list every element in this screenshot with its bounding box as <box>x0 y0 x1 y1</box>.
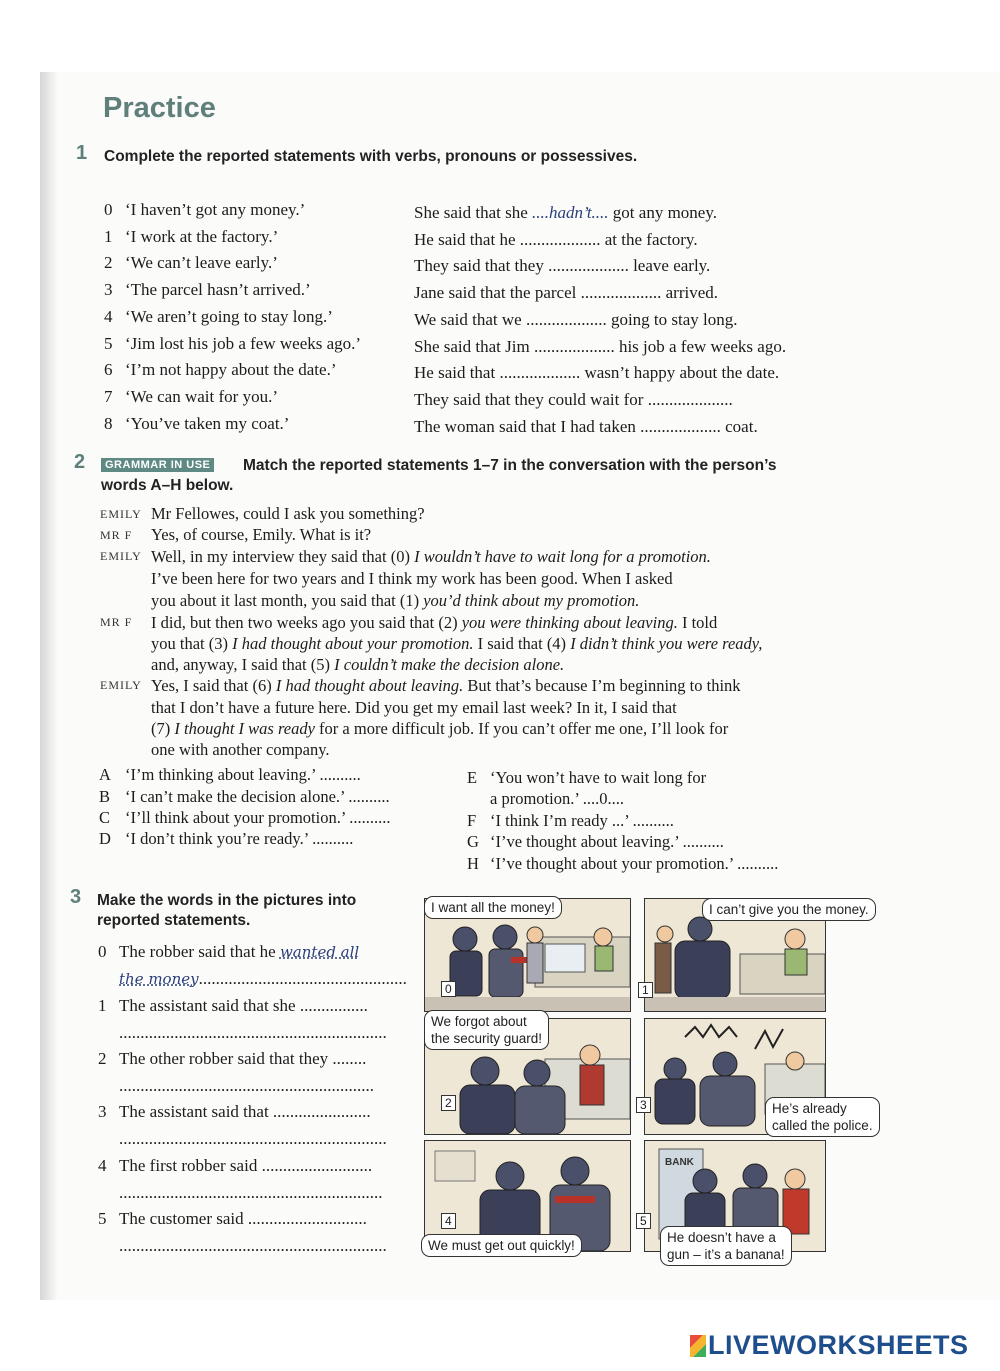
exercise-2-instruction-line2: words A–H below. <box>101 477 234 494</box>
answer-line[interactable]: ............................................................... <box>119 1236 387 1255</box>
option-text[interactable]: ‘I’ve thought about leaving.’ .......... <box>490 832 724 851</box>
answer-gap[interactable]: .......................... <box>261 1156 373 1175</box>
exercise-1-item-number: 5 <box>104 334 113 353</box>
answer-gap[interactable]: ............................ <box>247 1209 367 1228</box>
dialogue-line: Well, in my interview they said that (0) I wouldn’t have to wait long for a promotion. <box>151 547 711 566</box>
exercise-3-prompt: The first robber said .......................... <box>119 1156 373 1175</box>
option-text[interactable]: ‘You won’t have to wait long for <box>490 768 707 787</box>
exercise-1-item-number: 1 <box>104 227 113 246</box>
panel-number: 2 <box>441 1095 456 1111</box>
answer-gap[interactable]: ................... <box>533 337 619 356</box>
dialogue-line: one with another company. <box>151 740 330 759</box>
reported-statement: They said that they ................... leave early. <box>414 256 711 275</box>
exercise-2-instruction-line1: Match the reported statements 1–7 in the conversation with the person’s <box>243 457 777 474</box>
exercise-3-prompt: The assistant said that she ................ <box>119 996 368 1015</box>
option-text[interactable]: ‘I’m thinking about leaving.’ .......... <box>125 765 361 784</box>
speech-bubble-2: We forgot about the security guard! <box>424 1010 549 1050</box>
exercise-1-item-number: 6 <box>104 360 113 379</box>
reported-statement: He said that he ................... at the factory. <box>414 230 698 249</box>
panel-number: 5 <box>636 1213 651 1229</box>
exercise-3-prompt: The other robber said that they ........ <box>119 1049 367 1068</box>
option-letter: F <box>467 811 477 830</box>
example-answer: ....hadn’t.... <box>532 203 613 222</box>
option-letter: B <box>99 787 111 806</box>
speech-bubble-4: We must get out quickly! <box>421 1234 582 1257</box>
speaker-emily: EMILY <box>100 678 142 692</box>
reported-statement: They said that they could wait for .................... <box>414 390 733 409</box>
reported-statement: Jane said that the parcel ................... arrived. <box>414 283 719 302</box>
dialogue-line: and, anyway, I said that (5) I couldn’t make the decision alone. <box>151 655 565 674</box>
speaker-emily: EMILY <box>100 507 142 521</box>
direct-speech: ‘We can wait for you.’ <box>125 387 278 406</box>
exercise-1-instruction: Complete the reported statements with verbs, pronouns or possessives. <box>104 148 638 165</box>
answer-gap[interactable]: ................ <box>299 996 368 1015</box>
exercise-1-item-number: 2 <box>104 253 113 272</box>
panel-number: 4 <box>441 1213 456 1229</box>
page-title: Practice <box>103 92 216 124</box>
reported-statement: The woman said that I had taken ................... coat. <box>414 417 758 436</box>
reported-statement: He said that ................... wasn’t happy about the date. <box>414 363 780 382</box>
speaker-emily: EMILY <box>100 549 142 563</box>
exercise-3-item-number: 3 <box>98 1102 107 1121</box>
answer-gap[interactable]: ....................... <box>272 1102 371 1121</box>
exercise-3-item-number: 1 <box>98 996 107 1015</box>
exercise-1-item-number: 0 <box>104 200 113 219</box>
exercise-3-item-number: 5 <box>98 1209 107 1228</box>
answer-line[interactable]: ............................................................ <box>119 1076 374 1095</box>
option-text[interactable]: ‘I’ve thought about your promotion.’ .......... <box>490 854 779 873</box>
speaker-mr-f: MR F <box>100 528 133 542</box>
panel-number: 1 <box>638 982 653 998</box>
bank-sign: BANK <box>665 1157 694 1168</box>
exercise-2-number: 2 <box>74 451 86 473</box>
dialogue-line: you about it last month, you said that (1) you’d think about my promotion. <box>151 591 640 610</box>
option-letter: C <box>99 808 111 827</box>
dialogue-line: Yes, I said that (6) I had thought about leaving. But that’s because I’m beginning to think <box>151 676 741 695</box>
answer-gap[interactable]: ................... <box>580 283 666 302</box>
answer-line[interactable]: .............................................................. <box>119 1183 383 1202</box>
option-text[interactable]: ‘I can’t make the decision alone.’ .......... <box>125 787 390 806</box>
answer-gap[interactable]: ................... <box>499 363 585 382</box>
direct-speech: ‘We can’t leave early.’ <box>125 253 278 272</box>
grammar-in-use-badge: GRAMMAR IN USE <box>101 458 214 472</box>
dialogue-line: (7) I thought I was ready for a more difficult job. If you can’t offer me one, I’ll look for <box>151 719 729 738</box>
direct-speech: ‘The parcel hasn’t arrived.’ <box>125 280 311 299</box>
exercise-3-number: 3 <box>70 886 82 908</box>
answer-gap[interactable]: ................... <box>548 256 634 275</box>
panel-number: 0 <box>441 981 456 997</box>
direct-speech: ‘I’m not happy about the date.’ <box>125 360 337 379</box>
reported-statement: She said that Jim ................... his job a few weeks ago. <box>414 337 787 356</box>
exercise-3-item-number: 4 <box>98 1156 107 1175</box>
answer-gap[interactable]: ................... <box>640 417 726 436</box>
option-letter: E <box>467 768 478 787</box>
reported-statement: She said that she ....hadn’t.... got any money. <box>414 203 717 222</box>
dialogue-line: I’ve been here for two years and I think my work has been good. When I asked <box>151 569 673 588</box>
logo-icon <box>690 1335 706 1357</box>
dialogue-line: Yes, of course, Emily. What is it? <box>151 525 372 544</box>
option-letter: A <box>99 765 111 784</box>
answer-line[interactable]: ............................................................... <box>119 1129 387 1148</box>
reported-statement: We said that we ................... going to stay long. <box>414 310 738 329</box>
option-text[interactable]: a promotion.’ ....0.... <box>490 789 624 808</box>
exercise-3-item-number: 2 <box>98 1049 107 1068</box>
answer-gap[interactable]: ........ <box>332 1049 367 1068</box>
answer-gap[interactable]: ................... <box>519 230 605 249</box>
exercise-1-item-number: 4 <box>104 307 113 326</box>
direct-speech: ‘Jim lost his job a few weeks ago.’ <box>125 334 362 353</box>
direct-speech: ‘We aren’t going to stay long.’ <box>125 307 333 326</box>
exercise-3-prompt: The assistant said that ....................... <box>119 1102 371 1121</box>
speech-bubble-1: I can’t give you the money. <box>702 898 876 921</box>
dialogue-line: that I don’t have a future here. Did you get my email last week? In it, I said that <box>151 698 677 717</box>
exercise-3-prompt: The customer said ............................ <box>119 1209 367 1228</box>
answer-line[interactable]: ............................................................... <box>119 1023 387 1042</box>
option-letter: D <box>99 829 111 848</box>
direct-speech: ‘I work at the factory.’ <box>125 227 279 246</box>
direct-speech: ‘You’ve taken my coat.’ <box>125 414 290 433</box>
panel-number: 3 <box>636 1097 651 1113</box>
direct-speech: ‘I haven’t got any money.’ <box>125 200 306 219</box>
speech-bubble-0: I want all the money! <box>424 896 562 919</box>
exercise-1-item-number: 3 <box>104 280 113 299</box>
exercise-1-number: 1 <box>76 142 88 164</box>
speech-bubble-3: He’s already called the police. <box>765 1097 880 1137</box>
option-letter: G <box>467 832 479 851</box>
option-text[interactable]: ‘I think I’m ready ...’ .......... <box>490 811 674 830</box>
speech-bubble-5: He doesn’t have a gun – it’s a banana! <box>660 1226 792 1266</box>
option-text[interactable]: ‘I’ll think about your promotion.’ .......... <box>125 808 391 827</box>
page-binding-shadow <box>40 72 58 1300</box>
dialogue-line: I did, but then two weeks ago you said that (2) you were thinking about leaving. I told <box>151 613 718 632</box>
exercise-3-instruction-line2: reported statements. <box>97 912 251 929</box>
answer-gap[interactable]: ................... <box>647 390 729 409</box>
liveworksheets-logo: LIVEWORKSHEETS <box>690 1330 969 1361</box>
answer-line: the money................................................. <box>119 969 407 988</box>
exercise-1-item-number: 8 <box>104 414 113 433</box>
exercise-3-instruction-line1: Make the words in the pictures into <box>97 892 357 909</box>
option-letter: H <box>467 854 479 873</box>
speaker-mr-f: MR F <box>100 615 133 629</box>
dialogue-line: you that (3) I had thought about your promotion. I said that (4) I didn’t think you were ready, <box>151 634 763 653</box>
option-text[interactable]: ‘I don’t think you’re ready.’ .......... <box>125 829 354 848</box>
exercise-3-prompt: The robber said that he wanted all <box>119 942 360 961</box>
exercise-1-item-number: 7 <box>104 387 113 406</box>
example-answer: wanted all <box>279 943 360 961</box>
exercise-3-item-number: 0 <box>98 942 107 961</box>
dialogue-line: Mr Fellowes, could I ask you something? <box>151 504 425 523</box>
answer-gap[interactable]: ................... <box>525 310 611 329</box>
